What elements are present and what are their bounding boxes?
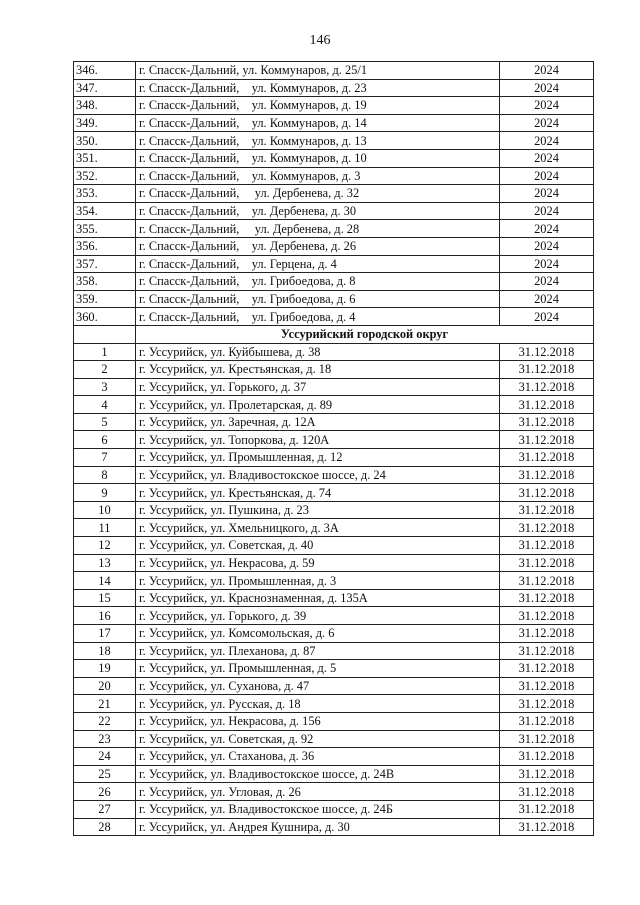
row-address: г. Спасск-Дальний, ул. Герцена, д. 4 [136, 255, 500, 273]
table-row [74, 572, 594, 590]
row-address: г. Уссурийск, ул. Промышленная, д. 12 [136, 449, 500, 467]
row-deadline: 31.12.2018 [500, 730, 594, 748]
table-row [74, 79, 594, 97]
row-number: 25 [74, 765, 136, 783]
table-row [74, 97, 594, 115]
row-address: г. Уссурийск, ул. Куйбышева, д. 38 [136, 343, 500, 361]
table-row [74, 62, 594, 80]
row-address: г. Уссурийск, ул. Заречная, д. 12А [136, 413, 500, 431]
row-deadline: 31.12.2018 [500, 607, 594, 625]
row-deadline: 31.12.2018 [500, 343, 594, 361]
row-number: 28 [74, 818, 136, 836]
row-address: г. Уссурийск, ул. Русская, д. 18 [136, 695, 500, 713]
table-row [74, 677, 594, 695]
table-row [74, 361, 594, 379]
row-deadline: 31.12.2018 [500, 625, 594, 643]
row-deadline: 31.12.2018 [500, 660, 594, 678]
table-row [74, 660, 594, 678]
table-row [74, 748, 594, 766]
row-address: г. Уссурийск, ул. Стаханова, д. 36 [136, 748, 500, 766]
row-number: 348. [74, 97, 136, 115]
row-number: 7 [74, 449, 136, 467]
row-number: 20 [74, 677, 136, 695]
table-row [74, 519, 594, 537]
row-number: 352. [74, 167, 136, 185]
row-address: г. Уссурийск, ул. Горького, д. 37 [136, 378, 500, 396]
row-deadline: 31.12.2018 [500, 572, 594, 590]
row-address: г. Спасск-Дальний, ул. Грибоедова, д. 6 [136, 290, 500, 308]
table-row [74, 607, 594, 625]
row-number: 12 [74, 537, 136, 555]
row-deadline: 2024 [500, 202, 594, 220]
row-address: г. Уссурийск, ул. Некрасова, д. 156 [136, 712, 500, 730]
row-address: г. Уссурийск, ул. Топоркова, д. 120А [136, 431, 500, 449]
table-row [74, 695, 594, 713]
row-number: 357. [74, 255, 136, 273]
table-row [74, 466, 594, 484]
row-deadline: 31.12.2018 [500, 818, 594, 836]
table-row [74, 537, 594, 555]
row-address: г. Уссурийск, ул. Пролетарская, д. 89 [136, 396, 500, 414]
row-deadline: 31.12.2018 [500, 554, 594, 572]
row-number: 3 [74, 378, 136, 396]
row-number: 353. [74, 185, 136, 203]
row-number: 10 [74, 501, 136, 519]
row-address: г. Уссурийск, ул. Промышленная, д. 3 [136, 572, 500, 590]
table-row [74, 449, 594, 467]
row-address: г. Уссурийск, ул. Плеханова, д. 87 [136, 642, 500, 660]
row-number: 23 [74, 730, 136, 748]
row-deadline: 31.12.2018 [500, 642, 594, 660]
row-number: 360. [74, 308, 136, 326]
row-deadline: 31.12.2018 [500, 431, 594, 449]
section-spacer [74, 325, 136, 343]
row-address: г. Уссурийск, ул. Крестьянская, д. 74 [136, 484, 500, 502]
row-number: 349. [74, 114, 136, 132]
row-number: 8 [74, 466, 136, 484]
table-row [74, 255, 594, 273]
row-address: г. Уссурийск, ул. Краснознаменная, д. 135А [136, 589, 500, 607]
row-address: г. Спасск-Дальний, ул. Коммунаров, д. 10 [136, 149, 500, 167]
row-deadline: 31.12.2018 [500, 466, 594, 484]
row-address: г. Спасск-Дальний, ул. Коммунаров, д. 14 [136, 114, 500, 132]
row-address: г. Спасск-Дальний, ул. Дербенева, д. 28 [136, 220, 500, 238]
table-row [74, 396, 594, 414]
row-deadline: 2024 [500, 290, 594, 308]
row-address: г. Уссурийск, ул. Суханова, д. 47 [136, 677, 500, 695]
row-number: 346. [74, 62, 136, 80]
table-row [74, 237, 594, 255]
row-deadline: 2024 [500, 62, 594, 80]
row-number: 13 [74, 554, 136, 572]
row-deadline: 2024 [500, 185, 594, 203]
row-deadline: 2024 [500, 132, 594, 150]
row-address: г. Уссурийск, ул. Владивостокское шоссе, д. 24В [136, 765, 500, 783]
row-number: 14 [74, 572, 136, 590]
table-row [74, 378, 594, 396]
table-row [74, 642, 594, 660]
row-deadline: 31.12.2018 [500, 765, 594, 783]
row-deadline: 2024 [500, 97, 594, 115]
row-deadline: 2024 [500, 255, 594, 273]
row-deadline: 31.12.2018 [500, 712, 594, 730]
table-row [74, 132, 594, 150]
table-row [74, 765, 594, 783]
section-row [74, 325, 594, 343]
row-deadline: 31.12.2018 [500, 396, 594, 414]
row-address: г. Уссурийск, ул. Крестьянская, д. 18 [136, 361, 500, 379]
row-address: г. Спасск-Дальний, ул. Дербенева, д. 26 [136, 237, 500, 255]
row-number: 356. [74, 237, 136, 255]
table-row [74, 818, 594, 836]
table-row [74, 431, 594, 449]
row-number: 351. [74, 149, 136, 167]
row-deadline: 31.12.2018 [500, 519, 594, 537]
row-deadline: 31.12.2018 [500, 413, 594, 431]
row-number: 22 [74, 712, 136, 730]
row-deadline: 31.12.2018 [500, 677, 594, 695]
table-row [74, 712, 594, 730]
table-row [74, 220, 594, 238]
row-deadline: 31.12.2018 [500, 378, 594, 396]
table-row [74, 783, 594, 801]
row-number: 17 [74, 625, 136, 643]
row-address: г. Спасск-Дальний, ул. Коммунаров, д. 23 [136, 79, 500, 97]
table-row [74, 730, 594, 748]
row-number: 18 [74, 642, 136, 660]
row-number: 27 [74, 800, 136, 818]
table-row [74, 800, 594, 818]
row-deadline: 2024 [500, 237, 594, 255]
row-address: г. Спасск-Дальний, ул. Грибоедова, д. 4 [136, 308, 500, 326]
table-row [74, 413, 594, 431]
row-deadline: 31.12.2018 [500, 361, 594, 379]
row-deadline: 2024 [500, 79, 594, 97]
row-address: г. Уссурийск, ул. Советская, д. 40 [136, 537, 500, 555]
table-row [74, 484, 594, 502]
row-deadline: 31.12.2018 [500, 748, 594, 766]
row-number: 358. [74, 273, 136, 291]
row-number: 4 [74, 396, 136, 414]
row-number: 359. [74, 290, 136, 308]
row-deadline: 2024 [500, 220, 594, 238]
row-deadline: 2024 [500, 273, 594, 291]
table-row [74, 185, 594, 203]
row-deadline: 31.12.2018 [500, 800, 594, 818]
row-number: 6 [74, 431, 136, 449]
row-number: 16 [74, 607, 136, 625]
table-row [74, 589, 594, 607]
row-deadline: 31.12.2018 [500, 484, 594, 502]
row-number: 26 [74, 783, 136, 801]
table-row [74, 273, 594, 291]
row-number: 354. [74, 202, 136, 220]
table-row [74, 149, 594, 167]
table-row [74, 114, 594, 132]
housing-table [73, 61, 594, 836]
row-address: г. Уссурийск, ул. Комсомольская, д. 6 [136, 625, 500, 643]
row-number: 11 [74, 519, 136, 537]
row-address: г. Спасск-Дальний, ул. Коммунаров, д. 19 [136, 97, 500, 115]
row-address: г. Спасск-Дальний, ул. Коммунаров, д. 3 [136, 167, 500, 185]
row-address: г. Уссурийск, ул. Владивостокское шоссе, д. 24Б [136, 800, 500, 818]
row-deadline: 31.12.2018 [500, 695, 594, 713]
section-title: Уссурийский городской округ [136, 325, 594, 343]
table-row [74, 554, 594, 572]
row-number: 9 [74, 484, 136, 502]
row-deadline: 31.12.2018 [500, 501, 594, 519]
row-address: г. Уссурийск, ул. Советская, д. 92 [136, 730, 500, 748]
row-address: г. Спасск-Дальний, ул. Грибоедова, д. 8 [136, 273, 500, 291]
row-number: 15 [74, 589, 136, 607]
row-address: г. Спасск-Дальний, ул. Коммунаров, д. 13 [136, 132, 500, 150]
row-number: 21 [74, 695, 136, 713]
row-address: г. Уссурийск, ул. Пушкина, д. 23 [136, 501, 500, 519]
row-address: г. Уссурийск, ул. Угловая, д. 26 [136, 783, 500, 801]
row-deadline: 31.12.2018 [500, 589, 594, 607]
row-number: 355. [74, 220, 136, 238]
row-address: г. Уссурийск, ул. Некрасова, д. 59 [136, 554, 500, 572]
row-number: 347. [74, 79, 136, 97]
row-address: г. Уссурийск, ул. Хмельницкого, д. 3А [136, 519, 500, 537]
row-address: г. Уссурийск, ул. Горького, д. 39 [136, 607, 500, 625]
row-number: 5 [74, 413, 136, 431]
table-row [74, 308, 594, 326]
row-address: г. Спасск-Дальний, ул. Коммунаров, д. 25/1 [136, 62, 500, 80]
table-row [74, 625, 594, 643]
page-number: 146 [309, 33, 331, 48]
row-deadline: 2024 [500, 167, 594, 185]
row-deadline: 2024 [500, 149, 594, 167]
row-address: г. Уссурийск, ул. Промышленная, д. 5 [136, 660, 500, 678]
row-number: 19 [74, 660, 136, 678]
row-number: 24 [74, 748, 136, 766]
row-address: г. Спасск-Дальний, ул. Дербенева, д. 30 [136, 202, 500, 220]
row-deadline: 2024 [500, 114, 594, 132]
row-deadline: 31.12.2018 [500, 783, 594, 801]
table-row [74, 167, 594, 185]
table-row [74, 290, 594, 308]
row-number: 350. [74, 132, 136, 150]
row-address: г. Уссурийск, ул. Андрея Кушнира, д. 30 [136, 818, 500, 836]
row-deadline: 31.12.2018 [500, 449, 594, 467]
row-number: 2 [74, 361, 136, 379]
table-row [74, 343, 594, 361]
table-row [74, 202, 594, 220]
row-address: г. Уссурийск, ул. Владивостокское шоссе, д. 24 [136, 466, 500, 484]
table-row [74, 501, 594, 519]
row-address: г. Спасск-Дальний, ул. Дербенева, д. 32 [136, 185, 500, 203]
row-deadline: 31.12.2018 [500, 537, 594, 555]
row-number: 1 [74, 343, 136, 361]
table-body [74, 62, 594, 836]
row-deadline: 2024 [500, 308, 594, 326]
